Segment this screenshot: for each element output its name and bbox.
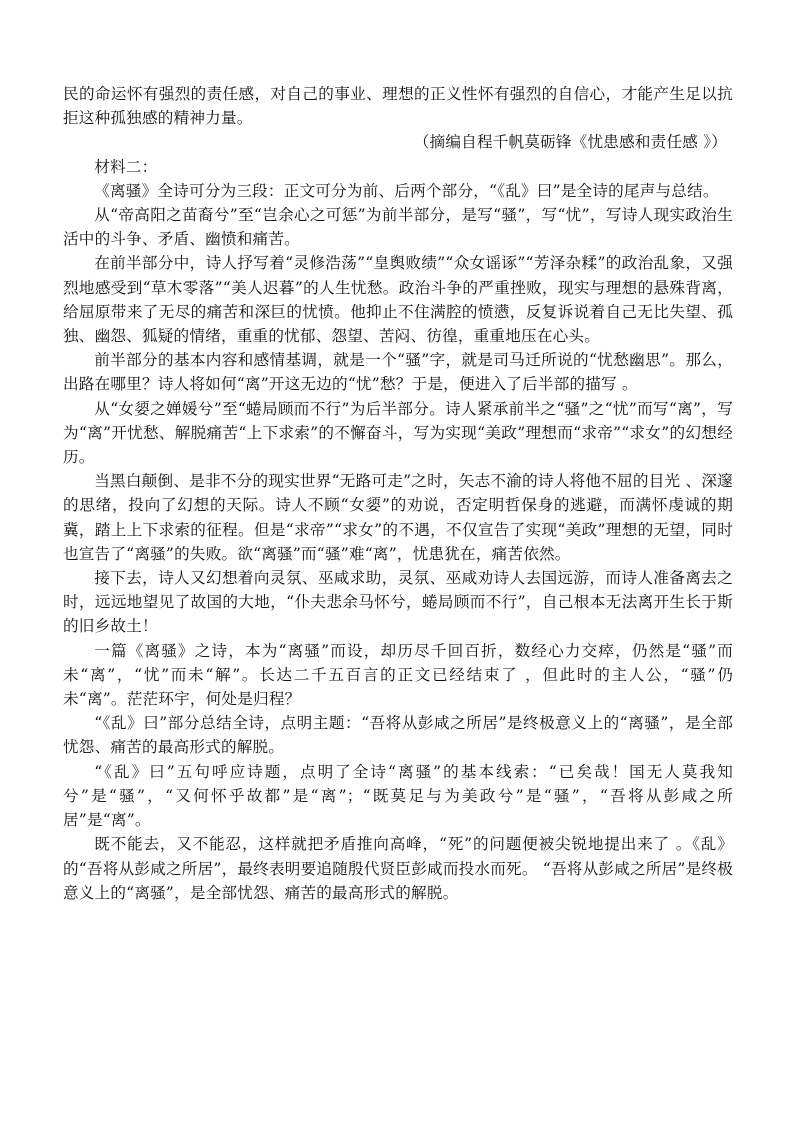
paragraph: “《乱》曰”五句呼应诗题，点明了全诗“离骚”的基本线索：“已矣哉！国无人莫我知兮”是“骚”，“又何怀乎故都”是“离”；“既莫足与为美政兮”是“骚”，“吾将从彭咸之所居”是“离”。 xyxy=(63,762,733,830)
source-citation: （摘编自程千帆莫砺锋《忧患感和责任感 》） xyxy=(413,133,727,152)
paragraph: “《乱》曰”部分总结全诗，点明主题：“吾将从彭咸之所居”是终极意义上的“离骚”，是全部忧怨、痛苦的最高形式的解脱。 xyxy=(63,714,733,757)
paragraph: 当黑白颠倒、是非不分的现实世界“无路可走”之时，矢志不渝的诗人将他不屈的目光 、深邃的思绪，投向了幻想的天际。诗人不顾“女媭”的劝说，否定明哲保身的逃避，而满怀虔诚的期冀，踏上上下求索的征程。但是“求帝”“求女”的不遇，不仅宣告了实现“美政”理想的无望，同时也宣告了“离骚”的失败。欲“离骚”而“骚”难“离”，忧患犹在，痛苦依然。 xyxy=(63,472,733,563)
paragraph: 从“女媭之婵媛兮”至“蜷局顾而不行”为后半部分。诗人紧承前半之“骚”之“忧”而写“离”，写为“离”开忧愁、解脱痛苦“上下求索”的不懈奋斗，写为实现“美政”理想而“求帝”“求女”的幻想经历。 xyxy=(63,399,733,467)
paragraph: 在前半部分中，诗人抒写着“灵修浩荡”“皇舆败绩”“众女谣诼”“芳泽杂糅”的政治乱象，又强烈地感受到“草木零落”“美人迟暮”的人生忧愁。政治斗争的严重挫败，现实与理想的悬殊背离，给屈原带来了无尽的痛苦和深巨的忧愤。他抑止不住满腔的愤懑，反复诉说着自己无比失望、孤独、幽怨、狐疑的情绪，重重的忧郁、怨望、苦闷、彷徨，重重地压在心头。 xyxy=(63,254,733,346)
paragraph: 前半部分的基本内容和感情基调，就是一个“骚”字，就是司马迁所说的“忧愁幽思”。那么，出路在哪里？诗人将如何“离”开这无边的“忧”愁？于是，便进入了后半部的描写 。 xyxy=(63,351,733,394)
paragraph: 从“帝高阳之苗裔兮”至“岂余心之可惩”为前半部分，是写“骚”，写“忧”，写诗人现实政治生活中的斗争、矛盾、幽愤和痛苦。 xyxy=(63,206,733,249)
paragraph: 接下去，诗人又幻想着向灵氛、巫咸求助，灵氛、巫咸劝诗人去国远游，而诗人准备离去之时，远远地望见了故国的大地，“仆夫悲余马怀兮，蜷局顾而不行”，自己根本无法离开生长于斯的旧乡故土！ xyxy=(63,569,733,636)
document-page xyxy=(63,82,733,905)
paragraph: 《离骚》全诗可分为三段：正文可分为前、后两个部分，“《乱》曰”是全诗的尾声与总结。 xyxy=(94,181,719,200)
section-heading-material-two: 材料二： xyxy=(94,157,158,176)
paragraph: 既不能去，又不能忍，这样就把矛盾推向高峰，“死”的问题便被尖锐地提出来了 。《乱》的“吾将从彭咸之所居”，最终表明要追随殷代贤臣彭咸而投水而死。 “吾将从彭咸之所居”是终极意义上的“离骚”，是全部忧怨、痛苦的最高形式的解脱。 xyxy=(63,835,733,902)
paragraph-continuation: 民的命运怀有强烈的责任感，对自己的事业、理想的正义性怀有强烈的自信心，才能产生足以抗拒这种孤独感的精神力量。 xyxy=(63,85,733,128)
paragraph: 一篇《离骚》之诗，本为“离骚”而设，却历尽千回百折，数经心力交瘁，仍然是“骚”而未“离”，“忧”而未“解”。长达二千五百言的正文已经结束了 ，但此时的主人公，“骚”仍未“离”。茫茫环宇，何处是归程？ xyxy=(63,641,733,709)
